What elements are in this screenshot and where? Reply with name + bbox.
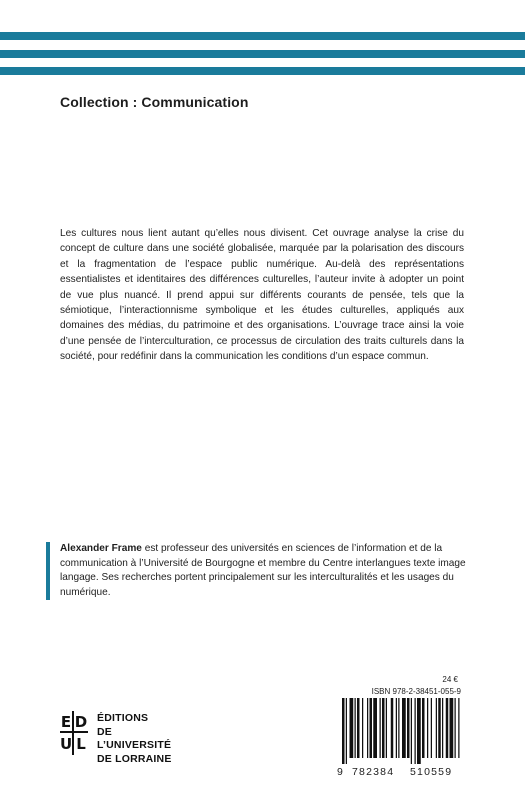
barcode-bar xyxy=(350,698,354,758)
barcode-bar xyxy=(382,698,385,758)
barcode-bar xyxy=(346,698,347,764)
barcode-bar xyxy=(431,698,432,758)
collection-title: Collection : Communication xyxy=(60,94,249,110)
barcode-bar xyxy=(357,698,360,758)
barcode-bar xyxy=(455,698,456,758)
author-bio-text: est professeur des universités en sciences de l’information et de la communication à l’Université de Bourgogne et membre du Centre interlangues texte image langage. Ses recherches portent principalement sur les interculturalités et les usages du numérique. xyxy=(60,543,466,598)
barcode-bar xyxy=(367,698,368,758)
barcode-bar xyxy=(436,698,437,758)
barcode-bar xyxy=(342,698,345,764)
barcode-bar xyxy=(417,698,421,764)
barcode-bar xyxy=(442,698,443,758)
barcode xyxy=(336,698,464,764)
publisher-logo xyxy=(60,711,180,765)
barcode-bar xyxy=(362,698,363,758)
barcode-bar xyxy=(411,698,412,764)
author-bio xyxy=(46,542,470,600)
barcode-bar xyxy=(391,698,394,758)
barcode-bar xyxy=(373,698,377,758)
barcode-bar xyxy=(446,698,449,758)
author-name: Alexander Frame xyxy=(60,543,142,554)
top-stripe xyxy=(0,50,525,58)
barcode-bar xyxy=(422,698,425,758)
top-stripe xyxy=(0,32,525,40)
barcode-bar xyxy=(380,698,381,758)
barcode-bar xyxy=(415,698,416,764)
publisher-logo-mark: E D U L xyxy=(60,713,88,753)
barcode-bar xyxy=(396,698,397,758)
barcode-bar xyxy=(402,698,406,758)
barcode-bar xyxy=(370,698,373,758)
barcode-bar xyxy=(458,698,459,758)
barcode-bar xyxy=(398,698,399,758)
price: 24 € xyxy=(442,675,458,684)
barcode-bar xyxy=(450,698,454,758)
back-cover-blurb: Les cultures nous lient autant qu’elles nous divisent. Cet ouvrage analyse la crise du concept de culture dans une société globalisée, marquée par la polarisation des discours et la fragmentation de l’espace public numérique. Au-delà des représentations essentialistes et identitaires des différences culturelles, l’auteur invite à adopter un point de vue plus nuancé. Il prend appui sur différents courants de pensée, tels que la sémiotique, l’interactionnisme symbolique et les études culturelles, appliqués aux domaines des médias, du patrimoine et des organisations. L’ouvrage trace ainsi la voie d’une pensée de l’interculturation, ce processus de circulation des traits culturels dans la société, pour redéfinir dans la communication les conditions d’un espace commun. xyxy=(60,228,464,363)
barcode-digits: 9 782384 510559 xyxy=(337,766,453,778)
publisher-name: ÉDITIONS DE L’UNIVERSITÉ DE LORRAINE xyxy=(97,712,172,765)
top-stripe xyxy=(0,67,525,75)
barcode-bar xyxy=(438,698,441,758)
barcode-bar xyxy=(355,698,356,758)
barcode-bar xyxy=(407,698,410,758)
isbn: ISBN 978-2-38451-055-9 xyxy=(371,687,461,696)
barcode-bar xyxy=(427,698,428,758)
barcode-bar xyxy=(386,698,387,758)
